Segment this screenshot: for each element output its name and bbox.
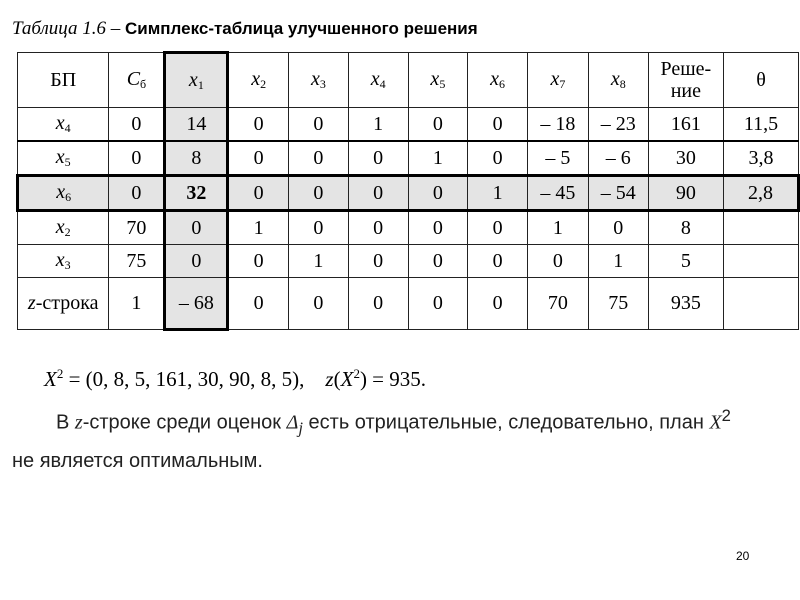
table-cell: 0 (348, 211, 408, 245)
table-cell (724, 278, 799, 330)
conclusion-part2: -строке среди оценок (82, 411, 287, 434)
row-bp: $x_3$ (18, 245, 109, 278)
variable-subscript: 1 (197, 77, 204, 92)
variable-subscript: 3 (319, 77, 326, 91)
z-row (18, 278, 799, 330)
delta-subscript: j (298, 418, 303, 438)
table-cell: 0 (468, 108, 528, 142)
header-x2: $x_2$ (228, 53, 289, 108)
table-cell: 1 (289, 245, 349, 278)
variable-subscript: 2 (64, 225, 71, 239)
table-row (18, 211, 799, 245)
z-value: ) = 935. (359, 367, 427, 391)
table-header-row (18, 53, 799, 108)
delta-symbol: Δ (286, 411, 299, 434)
header-solution-line2: ние (670, 80, 701, 102)
z-open: ( (333, 367, 341, 391)
table-cell: 0 (165, 211, 228, 245)
conclusion-part1: В (56, 411, 75, 434)
variable-subscript: 6 (65, 190, 72, 204)
variable-subscript: 4 (379, 77, 386, 91)
table-cell: 0 (228, 245, 289, 278)
table-cell: – 18 (527, 108, 588, 142)
table-cell: 0 (408, 176, 468, 211)
table-cell: 1 (468, 176, 528, 211)
header-x3: $x_3$ (289, 53, 349, 108)
table-cell: 935 (648, 278, 723, 330)
variable-subscript: 2 (260, 77, 267, 91)
pivot-row (18, 176, 799, 211)
z-arg: X (340, 367, 354, 391)
table-cell: 5 (648, 245, 723, 278)
table-cell: 14 (165, 108, 228, 142)
row-bp: $x_4$ (18, 108, 109, 142)
z-letter: z (27, 292, 36, 314)
header-x6: $x_6$ (468, 53, 528, 108)
table-cell: 75 (109, 245, 165, 278)
table-cell: 70 (527, 278, 588, 330)
table-cell: 0 (289, 108, 349, 142)
table-cell: 75 (588, 278, 648, 330)
table-cell: 0 (468, 141, 528, 176)
conclusion-part3: есть отрицательные, следовательно, план (302, 411, 710, 434)
table-cell: 0 (228, 176, 289, 211)
table-cell: 0 (109, 176, 165, 211)
conclusion-text (12, 400, 792, 477)
table-cell: 0 (289, 141, 349, 176)
header-solution-line1: Реше- (660, 58, 712, 80)
table-cell: 30 (648, 141, 723, 176)
table-cell: 0 (109, 108, 165, 142)
x-symbol: X (44, 367, 57, 391)
table-cell: 0 (289, 176, 349, 211)
table-cell: 0 (348, 245, 408, 278)
conclusion-z: z (74, 411, 83, 434)
table-cell: 0 (408, 211, 468, 245)
table-cell: – 68 (165, 278, 228, 330)
caption-title: Симплекс-таблица улучшенного решения (124, 19, 478, 38)
variable-subscript: 5 (439, 77, 446, 91)
header-bp: БП (18, 53, 109, 108)
table-cell: 90 (648, 176, 723, 211)
table-cell: 0 (289, 211, 349, 245)
table-cell: 1 (408, 141, 468, 176)
variable-subscript: 6 (499, 77, 506, 91)
header-x5: $x_5$ (408, 53, 468, 108)
z-arg-superscript: 2 (353, 366, 360, 381)
pivot-element: 32 (165, 176, 228, 211)
table-cell: 0 (408, 108, 468, 142)
table-cell: 0 (408, 278, 468, 330)
table-row (18, 245, 799, 278)
table-cell: 0 (408, 245, 468, 278)
table-cell (724, 211, 799, 245)
table-row (18, 108, 799, 142)
table-cell: 1 (348, 108, 408, 142)
table-cell: 0 (165, 245, 228, 278)
table-caption (12, 18, 478, 40)
simplex-table (16, 51, 800, 331)
table-cell: 161 (648, 108, 723, 142)
table-cell: – 45 (527, 176, 588, 211)
table-cell: 70 (109, 211, 165, 245)
table-cell: 11,5 (724, 108, 799, 142)
table-cell: 0 (468, 245, 528, 278)
table-row (18, 141, 799, 176)
conclusion-line-1 (12, 400, 792, 445)
variable-subscript: 3 (64, 258, 71, 272)
header-x1: $x_1$ (165, 53, 228, 108)
table-cell: 8 (165, 141, 228, 176)
z-symbol: z (325, 367, 334, 391)
table-cell: 2,8 (724, 176, 799, 211)
table-cell: 0 (348, 278, 408, 330)
header-x8: $x_8$ (588, 53, 648, 108)
conclusion-line-2: не является оптимальным. (12, 449, 263, 472)
plan-vector: = (0, 8, 5, 161, 30, 90, 8, 5), (63, 367, 305, 391)
table-cell: – 54 (588, 176, 648, 211)
table-cell: 0 (588, 211, 648, 245)
table-cell: 0 (527, 245, 588, 278)
variable-subscript: б (140, 77, 147, 91)
header-cb: $C_б$ (109, 53, 165, 108)
table-cell: – 5 (527, 141, 588, 176)
page-number: 20 (736, 549, 750, 563)
conclusion-x-superscript: 2 (721, 406, 731, 425)
row-bp: z-строка (18, 278, 109, 330)
row-bp: $x_5$ (18, 141, 109, 176)
table-cell: 0 (468, 278, 528, 330)
table-cell: 0 (348, 176, 408, 211)
table-cell: 0 (228, 108, 289, 142)
variable-subscript: 7 (559, 77, 566, 91)
table-cell: 0 (228, 278, 289, 330)
table-cell: – 6 (588, 141, 648, 176)
table-cell: 3,8 (724, 141, 799, 176)
row-bp: $x_6$ (18, 176, 109, 211)
header-theta: θ (724, 53, 799, 108)
table-cell: 0 (348, 141, 408, 176)
header-x4: $x_4$ (348, 53, 408, 108)
plan-formula (44, 366, 426, 392)
table-cell: 0 (289, 278, 349, 330)
x-superscript: 2 (56, 366, 64, 381)
row-bp: $x_2$ (18, 211, 109, 245)
table-cell: 1 (588, 245, 648, 278)
table-cell: 1 (527, 211, 588, 245)
table-cell: 8 (648, 211, 723, 245)
table-cell: – 23 (588, 108, 648, 142)
variable-subscript: 5 (64, 155, 71, 169)
table-cell (724, 245, 799, 278)
conclusion-x: X (709, 411, 722, 434)
table-cell: 0 (228, 141, 289, 176)
header-solution (648, 53, 723, 108)
caption-label: Таблица 1.6 – (12, 18, 125, 39)
table-cell: 1 (109, 278, 165, 330)
table-cell: 0 (109, 141, 165, 176)
variable-subscript: 4 (64, 121, 71, 135)
variable-subscript: 8 (619, 77, 626, 91)
table-cell: 0 (468, 211, 528, 245)
table-cell: 1 (228, 211, 289, 245)
header-x7: $x_7$ (527, 53, 588, 108)
